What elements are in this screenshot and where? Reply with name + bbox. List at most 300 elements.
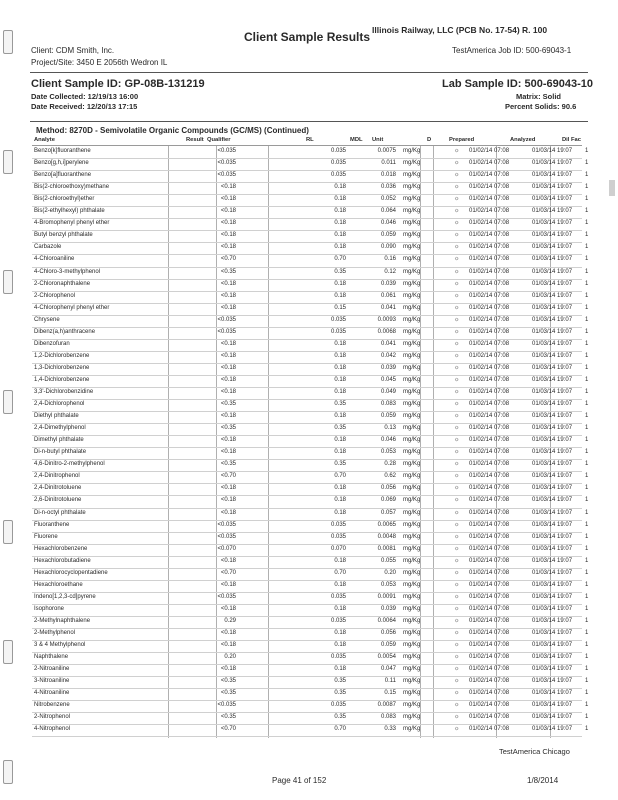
cell-analyzed: 01/03/14 19:07: [532, 232, 573, 239]
cell-analyte: Indeno[1,2,3-cd]pyrene: [34, 593, 96, 600]
cell-result: <0.18: [220, 605, 236, 612]
cell-mdl: 0.011: [381, 160, 396, 167]
cell-result: <0.035: [217, 533, 236, 540]
cell-unit: mg/Kg: [403, 389, 421, 395]
cell-d-icon: ☼: [454, 401, 460, 408]
cell-d-icon: ☼: [454, 605, 460, 612]
cell-analyte: 3-Nitroaniline: [34, 678, 70, 685]
cell-unit: mg/Kg: [403, 425, 421, 432]
cell-d-icon: ☼: [454, 220, 460, 227]
cell-rl: 0.35: [334, 678, 346, 685]
cell-rl: 0.18: [334, 208, 346, 215]
cell-prepared: 01/02/14 07:08: [469, 461, 510, 468]
cell-d-icon: ☼: [454, 364, 460, 371]
cell-analyte: 2,4-Dinitrotoluene: [34, 485, 82, 492]
cell-result: <0.18: [220, 449, 236, 456]
cell-rl: 0.18: [334, 630, 346, 636]
cell-analyte: Naphthalene: [34, 654, 69, 661]
cell-d-icon: ☼: [454, 256, 460, 263]
cell-mdl: 0.049: [380, 389, 396, 395]
cell-analyzed: 01/03/14 19:07: [532, 220, 573, 227]
cell-unit: mg/Kg: [403, 630, 421, 636]
cell-prepared: 01/02/14 07:08: [469, 449, 510, 456]
cell-dil-fac: 1: [585, 401, 589, 408]
cell-rl: 0.035: [330, 328, 346, 335]
cell-result: <0.18: [220, 352, 236, 359]
cell-unit: mg/Kg: [403, 473, 421, 480]
cell-d-icon: ☼: [454, 461, 460, 468]
cell-dil-fac: 1: [585, 413, 589, 420]
cell-d-icon: ☼: [454, 449, 460, 456]
cell-unit: mg/Kg: [403, 509, 421, 516]
cell-rl: 0.18: [334, 642, 346, 649]
cell-analyte: 4,6-Dinitro-2-methylphenol: [34, 461, 105, 468]
cell-unit: mg/Kg: [403, 545, 421, 552]
cell-analyte: 4-Chloroaniline: [34, 256, 75, 263]
cell-unit: mg/Kg: [403, 401, 421, 408]
cell-d-icon: ☼: [454, 389, 460, 395]
cell-d-icon: ☼: [454, 557, 460, 564]
cell-result: <0.18: [220, 437, 236, 444]
cell-prepared: 01/02/14 07:08: [469, 340, 510, 347]
cell-rl: 0.35: [334, 401, 346, 408]
cell-mdl: 0.057: [380, 509, 396, 516]
cell-analyte: Diethyl phthalate: [34, 413, 79, 420]
cell-analyzed: 01/03/14 19:07: [532, 401, 573, 408]
cell-analyte: Dibenzofuran: [34, 340, 70, 347]
cell-rl: 0.18: [334, 485, 346, 492]
cell-d-icon: ☼: [454, 172, 460, 179]
cell-unit: mg/Kg: [403, 726, 421, 733]
cell-result: <0.18: [220, 630, 236, 636]
cell-analyzed: 01/03/14 19:07: [532, 316, 573, 323]
cell-analyzed: 01/03/14 19:07: [532, 244, 573, 251]
cell-d-icon: ☼: [454, 340, 460, 347]
cell-mdl: 0.061: [380, 292, 396, 299]
cell-unit: mg/Kg: [403, 268, 421, 275]
cell-rl: 0.18: [334, 666, 346, 673]
cell-d-icon: ☼: [454, 545, 460, 552]
cell-rl: 0.18: [334, 196, 346, 203]
cell-analyzed: 01/03/14 19:07: [532, 172, 573, 179]
cell-result: <0.18: [220, 497, 236, 504]
cell-prepared: 01/02/14 07:08: [469, 581, 510, 588]
cell-dil-fac: 1: [585, 389, 589, 395]
cell-prepared: 01/02/14 07:08: [469, 160, 510, 167]
client-name: Client: CDM Smith, Inc.: [31, 46, 115, 55]
cell-prepared: 01/02/14 07:08: [469, 376, 510, 383]
cell-prepared: 01/02/14 07:08: [469, 208, 510, 215]
cell-analyzed: 01/03/14 19:07: [532, 690, 573, 697]
cell-result: <0.35: [220, 714, 236, 721]
column-header-mdl: MDL: [350, 137, 363, 143]
cell-analyzed: 01/03/14 19:07: [532, 509, 573, 516]
cell-d-icon: ☼: [454, 654, 460, 661]
cell-analyzed: 01/03/14 19:07: [532, 497, 573, 504]
cell-analyte: Butyl benzyl phthalate: [34, 232, 93, 239]
cell-rl: 0.035: [330, 521, 346, 528]
cell-unit: mg/Kg: [403, 304, 421, 311]
cell-mdl: 0.0075: [377, 148, 396, 154]
cell-analyzed: 01/03/14 19:07: [532, 340, 573, 347]
cell-prepared: 01/02/14 07:08: [469, 497, 510, 504]
cell-analyzed: 01/03/14 19:07: [532, 148, 573, 154]
cell-dil-fac: 1: [585, 340, 589, 347]
cell-unit: mg/Kg: [403, 497, 421, 504]
cell-analyzed: 01/03/14 19:07: [532, 280, 573, 287]
cell-unit: mg/Kg: [403, 521, 421, 528]
cell-rl: 0.070: [330, 545, 346, 552]
cell-unit: mg/Kg: [403, 280, 421, 287]
column-header-qualifier: Qualifier: [207, 137, 231, 143]
cell-analyte: Fluoranthene: [34, 521, 70, 528]
cell-unit: mg/Kg: [403, 328, 421, 335]
cell-analyzed: 01/03/14 19:07: [532, 581, 573, 588]
cell-mdl: 0.0091: [377, 593, 396, 600]
cell-dil-fac: 1: [585, 328, 589, 335]
cell-unit: mg/Kg: [403, 232, 421, 239]
cell-mdl: 0.042: [380, 352, 396, 359]
cell-unit: mg/Kg: [403, 292, 421, 299]
cell-rl: 0.18: [334, 437, 346, 444]
cell-result: <0.18: [220, 413, 236, 420]
cell-d-icon: ☼: [454, 509, 460, 516]
cell-mdl: 0.0054: [377, 654, 396, 661]
cell-prepared: 01/02/14 07:08: [469, 702, 510, 709]
cell-result: <0.18: [220, 364, 236, 371]
cell-result: <0.18: [220, 208, 236, 215]
cell-prepared: 01/02/14 07:08: [469, 328, 510, 335]
binder-punch-mark: [3, 760, 13, 784]
cell-analyzed: 01/03/14 19:07: [532, 714, 573, 721]
cell-mdl: 0.12: [384, 268, 396, 275]
cell-dil-fac: 1: [585, 244, 589, 251]
cell-rl: 0.035: [330, 148, 346, 154]
cell-dil-fac: 1: [585, 593, 589, 600]
cell-dil-fac: 1: [585, 581, 589, 588]
cell-result: <0.70: [220, 473, 236, 480]
cell-d-icon: ☼: [454, 244, 460, 251]
cell-mdl: 0.039: [380, 280, 396, 287]
cell-analyte: 1,3-Dichlorobenzene: [34, 364, 90, 371]
cell-d-icon: ☼: [454, 268, 460, 275]
cell-d-icon: ☼: [454, 485, 460, 492]
cell-unit: mg/Kg: [403, 413, 421, 420]
cell-prepared: 01/02/14 07:08: [469, 726, 510, 733]
cell-dil-fac: 1: [585, 485, 589, 492]
cell-analyzed: 01/03/14 19:07: [532, 678, 573, 685]
cell-mdl: 0.33: [384, 726, 396, 733]
cell-d-icon: ☼: [454, 678, 460, 685]
cell-mdl: 0.16: [384, 256, 396, 263]
cell-dil-fac: 1: [585, 256, 589, 263]
cell-rl: 0.18: [334, 557, 346, 564]
cell-result: 0.29: [224, 617, 236, 624]
cell-d-icon: ☼: [454, 702, 460, 709]
cell-dil-fac: 1: [585, 425, 589, 432]
cell-d-icon: ☼: [454, 376, 460, 383]
cell-dil-fac: 1: [585, 437, 589, 444]
cell-analyzed: 01/03/14 19:07: [532, 413, 573, 420]
cell-analyte: Nitrobenzene: [34, 702, 70, 709]
cell-analyte: 3 & 4 Methylphenol: [34, 642, 86, 649]
cell-analyte: 4-Chlorophenyl phenyl ether: [34, 304, 110, 311]
cell-prepared: 01/02/14 07:08: [469, 425, 510, 432]
cell-analyte: Carbazole: [34, 244, 62, 251]
cell-rl: 0.18: [334, 232, 346, 239]
divider: [30, 72, 588, 73]
cell-mdl: 0.15: [384, 690, 396, 697]
cell-rl: 0.18: [334, 449, 346, 456]
cell-rl: 0.18: [334, 509, 346, 516]
cell-mdl: 0.036: [380, 184, 396, 191]
cell-rl: 0.70: [334, 473, 346, 480]
cell-prepared: 01/02/14 07:08: [469, 352, 510, 359]
cell-d-icon: ☼: [454, 569, 460, 576]
cell-unit: mg/Kg: [403, 461, 421, 468]
cell-prepared: 01/02/14 07:08: [469, 678, 510, 685]
cell-mdl: 0.083: [380, 401, 396, 408]
cell-unit: mg/Kg: [403, 208, 421, 215]
cell-result: <0.18: [220, 642, 236, 649]
cell-mdl: 0.62: [384, 473, 396, 480]
date-received: Date Received: 12/20/13 17:15: [31, 102, 138, 111]
cell-mdl: 0.045: [380, 376, 396, 383]
cell-mdl: 0.046: [380, 437, 396, 444]
cell-dil-fac: 1: [585, 690, 589, 697]
cell-analyte: 2,4-Dinitrophenol: [34, 473, 80, 480]
cell-dil-fac: 1: [585, 605, 589, 612]
cell-rl: 0.18: [334, 389, 346, 395]
cell-result: <0.18: [220, 581, 236, 588]
cell-prepared: 01/02/14 07:08: [469, 280, 510, 287]
cell-analyte: Dibenz(a,h)anthracene: [34, 328, 96, 335]
binder-punch-mark: [3, 270, 13, 294]
cell-dil-fac: 1: [585, 654, 589, 661]
cell-analyte: 2-Methylphenol: [34, 630, 76, 636]
cell-prepared: 01/02/14 07:08: [469, 316, 510, 323]
cell-unit: mg/Kg: [403, 617, 421, 624]
cell-rl: 0.18: [334, 220, 346, 227]
cell-analyzed: 01/03/14 19:07: [532, 208, 573, 215]
cell-analyte: 2-Chlorophenol: [34, 292, 76, 299]
cell-mdl: 0.0087: [377, 702, 396, 709]
cell-analyzed: 01/03/14 19:07: [532, 605, 573, 612]
cell-result: 0.20: [224, 654, 236, 661]
cell-unit: mg/Kg: [403, 160, 421, 167]
cell-result: <0.18: [220, 280, 236, 287]
client-sample-id: Client Sample ID: GP-08B-131219: [31, 78, 205, 90]
cell-analyte: 1,2-Dichlorobenzene: [34, 352, 90, 359]
cell-analyte: Isophorone: [34, 605, 65, 612]
cell-analyte: Fluorene: [34, 533, 58, 540]
cell-mdl: 0.039: [380, 605, 396, 612]
cell-analyzed: 01/03/14 19:07: [532, 702, 573, 709]
cell-result: <0.35: [220, 425, 236, 432]
cell-mdl: 0.059: [380, 232, 396, 239]
cell-analyte: 2,4-Dimethylphenol: [34, 425, 86, 432]
cell-dil-fac: 1: [585, 557, 589, 564]
cell-mdl: 0.0081: [377, 545, 396, 552]
cell-analyte: Dimethyl phthalate: [34, 437, 84, 444]
cell-analyzed: 01/03/14 19:07: [532, 449, 573, 456]
cell-rl: 0.70: [334, 569, 346, 576]
cell-result: <0.18: [220, 304, 236, 311]
cell-analyte: Hexachlorobenzene: [34, 545, 88, 552]
project-site: Project/Site: 3450 E 2056th Wedron IL: [31, 58, 168, 67]
cell-analyte: 2-Chloronaphthalene: [34, 280, 91, 287]
cell-result: <0.70: [220, 726, 236, 733]
cell-rl: 0.035: [330, 160, 346, 167]
cell-rl: 0.18: [334, 352, 346, 359]
column-header-prepared: Prepared: [449, 137, 475, 143]
cell-prepared: 01/02/14 07:08: [469, 184, 510, 191]
cell-mdl: 0.052: [380, 196, 396, 203]
cell-rl: 0.35: [334, 268, 346, 275]
matrix: Matrix: Solid: [516, 92, 562, 101]
cell-dil-fac: 1: [585, 461, 589, 468]
cell-d-icon: ☼: [454, 593, 460, 600]
cell-result: <0.035: [217, 521, 236, 528]
cell-result: <0.35: [220, 690, 236, 697]
cell-unit: mg/Kg: [403, 654, 421, 661]
cell-analyzed: 01/03/14 19:07: [532, 437, 573, 444]
cell-d-icon: ☼: [454, 184, 460, 191]
cell-prepared: 01/02/14 07:08: [469, 714, 510, 721]
cell-rl: 0.15: [334, 304, 346, 311]
cell-prepared: 01/02/14 07:08: [469, 292, 510, 299]
cell-unit: mg/Kg: [403, 702, 421, 709]
cell-result: <0.18: [220, 220, 236, 227]
page-title: Client Sample Results: [244, 30, 371, 44]
cell-unit: mg/Kg: [403, 172, 421, 179]
cell-prepared: 01/02/14 07:08: [469, 220, 510, 227]
cell-dil-fac: 1: [585, 473, 589, 480]
cell-analyte: 2-Nitroaniline: [34, 666, 70, 673]
cell-d-icon: ☼: [454, 617, 460, 624]
cell-d-icon: ☼: [454, 714, 460, 721]
column-header-unit: Unit: [372, 137, 384, 143]
cell-result: <0.18: [220, 376, 236, 383]
cell-dil-fac: 1: [585, 569, 589, 576]
cell-mdl: 0.0065: [377, 521, 396, 528]
cell-prepared: 01/02/14 07:08: [469, 232, 510, 239]
cell-d-icon: ☼: [454, 280, 460, 287]
cell-rl: 0.18: [334, 497, 346, 504]
cell-mdl: 0.083: [380, 714, 396, 721]
cell-mdl: 0.0064: [377, 617, 396, 624]
cell-prepared: 01/02/14 07:08: [469, 256, 510, 263]
cell-dil-fac: 1: [585, 630, 589, 636]
cell-rl: 0.18: [334, 340, 346, 347]
cell-mdl: 0.11: [384, 678, 396, 685]
cell-analyzed: 01/03/14 19:07: [532, 521, 573, 528]
cell-analyzed: 01/03/14 19:07: [532, 654, 573, 661]
column-header-analyte: Analyte: [34, 137, 55, 143]
cell-result: <0.035: [217, 148, 236, 154]
cell-rl: 0.70: [334, 726, 346, 733]
cell-unit: mg/Kg: [403, 220, 421, 227]
cell-mdl: 0.069: [380, 497, 396, 504]
cell-prepared: 01/02/14 07:08: [469, 666, 510, 673]
cell-rl: 0.18: [334, 364, 346, 371]
cell-analyzed: 01/03/14 19:07: [532, 196, 573, 203]
cell-prepared: 01/02/14 07:08: [469, 605, 510, 612]
cell-dil-fac: 1: [585, 280, 589, 287]
cell-dil-fac: 1: [585, 352, 589, 359]
cell-dil-fac: 1: [585, 232, 589, 239]
cell-analyte: 3,3'-Dichlorobenzidine: [34, 389, 94, 395]
cell-unit: mg/Kg: [403, 352, 421, 359]
cell-analyzed: 01/03/14 19:07: [532, 473, 573, 480]
column-header-d: D: [427, 137, 432, 143]
cell-result: <0.18: [220, 184, 236, 191]
cell-dil-fac: 1: [585, 533, 589, 540]
cell-dil-fac: 1: [585, 184, 589, 191]
cell-d-icon: ☼: [454, 666, 460, 673]
cell-prepared: 01/02/14 07:08: [469, 593, 510, 600]
cell-prepared: 01/02/14 07:08: [469, 413, 510, 420]
cell-mdl: 0.20: [384, 569, 396, 576]
cell-result: <0.035: [217, 328, 236, 335]
bates-stamp: Illinois Railway, LLC (PCB No. 17-54) R. 100: [372, 25, 548, 35]
cell-analyte: Bis(2-chloroethoxy)methane: [34, 184, 110, 191]
cell-dil-fac: 1: [585, 521, 589, 528]
cell-result: <0.70: [220, 569, 236, 576]
cell-result: <0.35: [220, 401, 236, 408]
cell-prepared: 01/02/14 07:08: [469, 244, 510, 251]
cell-dil-fac: 1: [585, 642, 589, 649]
cell-mdl: 0.13: [384, 425, 396, 432]
cell-prepared: 01/02/14 07:08: [469, 654, 510, 661]
cell-analyte: Hexachloroethane: [34, 581, 83, 588]
cell-dil-fac: 1: [585, 497, 589, 504]
cell-result: <0.18: [220, 557, 236, 564]
cell-prepared: 01/02/14 07:08: [469, 521, 510, 528]
cell-prepared: 01/02/14 07:08: [469, 304, 510, 311]
cell-rl: 0.35: [334, 461, 346, 468]
cell-analyte: Bis(2-chloroethyl)ether: [34, 196, 95, 203]
cell-result: <0.35: [220, 678, 236, 685]
cell-unit: mg/Kg: [403, 437, 421, 444]
cell-unit: mg/Kg: [403, 690, 421, 697]
cell-dil-fac: 1: [585, 666, 589, 673]
cell-result: <0.18: [220, 485, 236, 492]
cell-rl: 0.035: [330, 593, 346, 600]
cell-prepared: 01/02/14 07:08: [469, 148, 510, 154]
cell-unit: mg/Kg: [403, 244, 421, 251]
cell-mdl: 0.0093: [377, 316, 396, 323]
cell-analyzed: 01/03/14 19:07: [532, 328, 573, 335]
cell-result: <0.035: [217, 702, 236, 709]
cell-analyte: 2,4-Dichlorophenol: [34, 401, 85, 408]
cell-rl: 0.18: [334, 292, 346, 299]
cell-dil-fac: 1: [585, 172, 589, 179]
method-title: Method: 8270D - Semivolatile Organic Compounds (GC/MS) (Continued): [36, 126, 309, 135]
cell-dil-fac: 1: [585, 449, 589, 456]
cell-prepared: 01/02/14 07:08: [469, 401, 510, 408]
cell-prepared: 01/02/14 07:08: [469, 485, 510, 492]
column-header-analyzed: Analyzed: [510, 137, 536, 143]
binder-punch-mark: [3, 520, 13, 544]
column-header-result: Result: [186, 137, 204, 143]
cell-result: <0.18: [220, 666, 236, 673]
cell-unit: mg/Kg: [403, 449, 421, 456]
cell-result: <0.18: [220, 292, 236, 299]
cell-analyzed: 01/03/14 19:07: [532, 425, 573, 432]
cell-result: <0.035: [217, 160, 236, 167]
cell-analyzed: 01/03/14 19:07: [532, 545, 573, 552]
